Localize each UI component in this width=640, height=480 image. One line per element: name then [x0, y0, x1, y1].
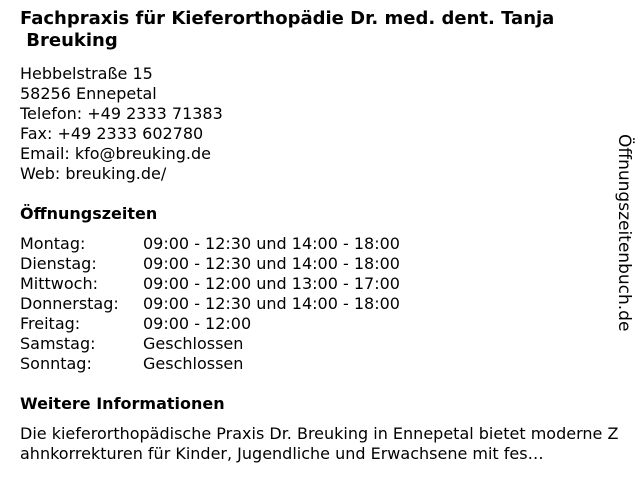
opening-hours-table [20, 234, 400, 374]
hours-value: 09:00 - 12:30 und 14:00 - 18:00 [143, 234, 400, 253]
day-label: Montag: [20, 234, 86, 253]
further-info-text: Die kieferorthopädische Praxis Dr. Breuking in Ennepetal bietet moderne Zahnkorrekturen für Kinder, Jugendliche und Erwachsene mit fes… [20, 424, 619, 463]
hours-value: Geschlossen [143, 354, 244, 373]
day-label: Dienstag: [20, 254, 97, 273]
hours-value: 09:00 - 12:30 und 14:00 - 18:00 [143, 254, 400, 273]
street-address: Hebbelstraße 15 [20, 64, 153, 83]
opening-hours-heading: Öffnungszeiten [20, 204, 158, 223]
hours-row-sunday [20, 354, 400, 374]
day-label: Samstag: [20, 334, 96, 353]
hours-row-wednesday [20, 274, 400, 294]
contact-block [20, 64, 223, 184]
hours-row-friday [20, 314, 400, 334]
email-address: Email: kfo@breuking.de [20, 144, 212, 163]
practice-title: Fachpraxis für Kieferorthopädie Dr. med. dent. Tanja Breuking [20, 8, 555, 51]
day-label: Sonntag: [20, 354, 92, 373]
hours-value: Geschlossen [143, 334, 244, 353]
hours-value: 09:00 - 12:30 und 14:00 - 18:00 [143, 294, 400, 313]
hours-row-thursday [20, 294, 400, 314]
further-info-heading: Weitere Informationen [20, 394, 225, 413]
phone-number: Telefon: +49 2333 71383 [20, 104, 223, 123]
hours-value: 09:00 - 12:00 [143, 314, 252, 333]
website-link: Web: breuking.de/ [20, 164, 167, 183]
fax-number: Fax: +49 2333 602780 [20, 124, 204, 143]
hours-row-monday [20, 234, 400, 254]
watermark-text: Öffnungszeitenbuch.de [614, 134, 634, 332]
city-address: 58256 Ennepetal [20, 84, 157, 103]
hours-row-saturday [20, 334, 400, 354]
day-label: Donnerstag: [20, 294, 119, 313]
day-label: Freitag: [20, 314, 81, 333]
day-label: Mittwoch: [20, 274, 98, 293]
hours-row-tuesday [20, 254, 400, 274]
hours-value: 09:00 - 12:00 und 13:00 - 17:00 [143, 274, 400, 293]
